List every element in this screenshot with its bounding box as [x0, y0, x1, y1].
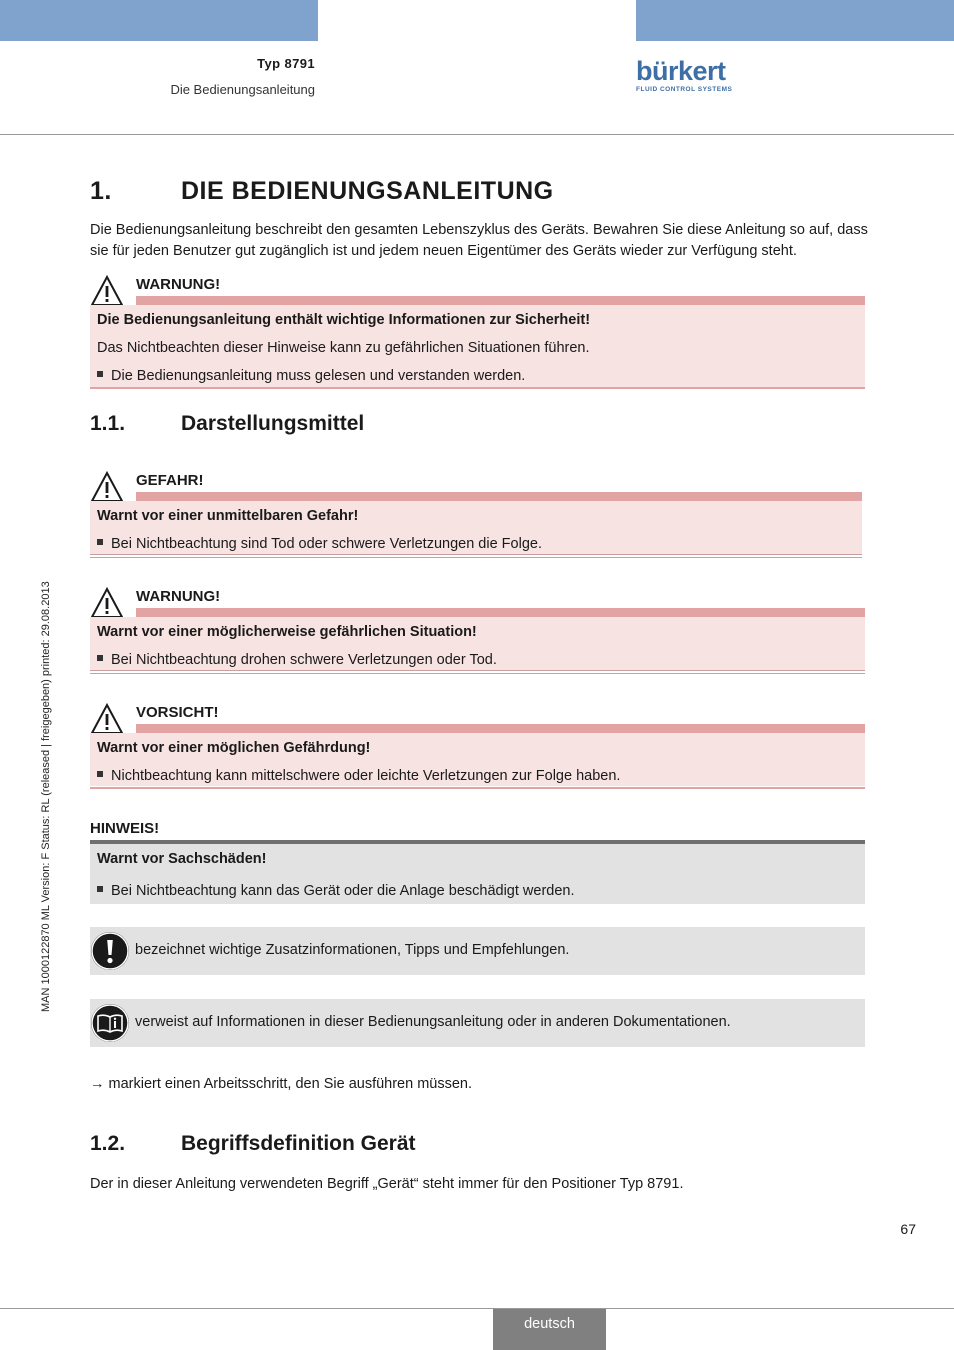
section-1-1-heading	[90, 412, 870, 440]
section-1-2-title: Begriffsdefinition Gerät	[181, 1132, 416, 1155]
section-1-1-number: 1.1.	[90, 412, 126, 435]
reference-box	[90, 999, 865, 1047]
reference-text: verweist auf Informationen in dieser Bedienungsanleitung oder in anderen Dokumentationen.	[135, 1014, 731, 1030]
brand-logo	[636, 58, 736, 98]
language-tab: deutsch	[493, 1309, 606, 1350]
bullet-icon	[97, 371, 103, 377]
notice-label: HINWEIS!	[90, 820, 160, 837]
danger-bullet-item	[97, 536, 542, 552]
warning-headline: Warnt vor einer möglicherweise gefährlichen Situation!	[97, 624, 477, 640]
notice-headline: Warnt vor Sachschäden!	[97, 851, 267, 867]
section-1-title: DIE BEDIENUNGSANLEITUNG	[181, 177, 554, 205]
warning-label: WARNUNG!	[136, 588, 221, 605]
section-1-heading	[90, 177, 870, 209]
warning-triangle-icon	[90, 471, 124, 503]
caution-bullet-text: Nichtbeachtung kann mittelschwere oder leichte Verletzungen zur Folge haben.	[111, 768, 621, 784]
danger-bullet-text: Bei Nichtbeachtung sind Tod oder schwere Verletzungen die Folge.	[111, 536, 542, 552]
caution-bottom-line	[90, 787, 865, 789]
section-1-intro: Die Bedienungsanleitung beschreibt den gesamten Lebenszyklus des Geräts. Bewahren Sie diese Anleitung so auf, dass sie für jeden Benutzer gut zugänglich ist und jedem neuen Eigentümer des Geräts wieder zur Verfügung steht.	[90, 222, 868, 259]
bullet-icon	[97, 886, 103, 892]
section-1-2-heading	[90, 1132, 870, 1160]
caution-headline: Warnt vor einer möglichen Gefährdung!	[97, 740, 371, 756]
warning-box	[90, 305, 865, 387]
section-1-number: 1.	[90, 177, 112, 205]
caution-box	[90, 733, 865, 786]
caution-label: VORSICHT!	[136, 704, 219, 721]
danger-bar	[136, 492, 862, 501]
arrow-right-icon: →	[90, 1076, 105, 1092]
warning-bottom-line	[90, 387, 865, 389]
notice-box	[90, 844, 865, 904]
header-bar-right	[636, 0, 954, 41]
warning-bar	[136, 296, 865, 305]
warning-bar	[136, 608, 865, 617]
logo-tagline: FLUID CONTROL SYSTEMS	[636, 86, 733, 93]
bullet-icon	[97, 655, 103, 661]
bullet-icon	[97, 771, 103, 777]
header-type: Typ 8791	[257, 56, 315, 71]
document-id-vertical: MAN 1000122870 ML Version: F Status: RL (released | freigegeben) printed: 29.08.2013	[40, 581, 52, 1012]
warning-bullet-item	[97, 652, 497, 668]
warning-triangle-icon	[90, 703, 124, 735]
warning-triangle-icon	[90, 587, 124, 619]
exclamation-icon	[91, 932, 129, 970]
header-subtitle: Die Bedienungsanleitung	[170, 82, 315, 97]
warning-bullet-text: Die Bedienungsanleitung muss gelesen und verstanden werden.	[111, 368, 526, 384]
danger-box	[90, 501, 862, 554]
danger-headline: Warnt vor einer unmittelbaren Gefahr!	[97, 508, 359, 524]
warning-bottom-line	[90, 670, 865, 674]
section-1-2-text: Der in dieser Anleitung verwendeten Begriff „Gerät“ steht immer für den Positioner Typ 8791.	[90, 1176, 684, 1192]
danger-bottom-line	[90, 554, 862, 558]
page-number: 67	[900, 1221, 916, 1237]
warning-label: WARNUNG!	[136, 276, 221, 293]
tip-box	[90, 927, 865, 975]
header-bar-left	[0, 0, 318, 41]
caution-bullet-item	[97, 768, 620, 784]
work-step-legend	[90, 1076, 472, 1092]
caution-bar	[136, 724, 865, 733]
warning-text: Das Nichtbeachten dieser Hinweise kann zu gefährlichen Situationen führen.	[97, 340, 590, 356]
footer-divider	[0, 1308, 954, 1309]
logo-wordmark: bürkert	[636, 56, 726, 86]
book-info-icon	[91, 1004, 129, 1042]
section-1-1-title: Darstellungsmittel	[181, 412, 365, 435]
notice-bullet-text: Bei Nichtbeachtung kann das Gerät oder die Anlage beschädigt werden.	[111, 883, 575, 899]
warning-headline: Die Bedienungsanleitung enthält wichtige Informationen zur Sicherheit!	[97, 312, 591, 328]
warning-bullet-text: Bei Nichtbeachtung drohen schwere Verletzungen oder Tod.	[111, 652, 497, 668]
work-step-text: markiert einen Arbeitsschritt, den Sie ausführen müssen.	[108, 1076, 473, 1092]
section-1-2-number: 1.2.	[90, 1132, 126, 1155]
danger-label: GEFAHR!	[136, 472, 204, 489]
bullet-icon	[97, 539, 103, 545]
header-divider	[0, 134, 954, 135]
tip-text: bezeichnet wichtige Zusatzinformationen, Tipps und Empfehlungen.	[135, 942, 570, 958]
notice-bullet-item	[97, 883, 575, 899]
warning-bullet-item	[97, 368, 525, 384]
warning-box	[90, 617, 865, 670]
warning-triangle-icon	[90, 275, 124, 307]
